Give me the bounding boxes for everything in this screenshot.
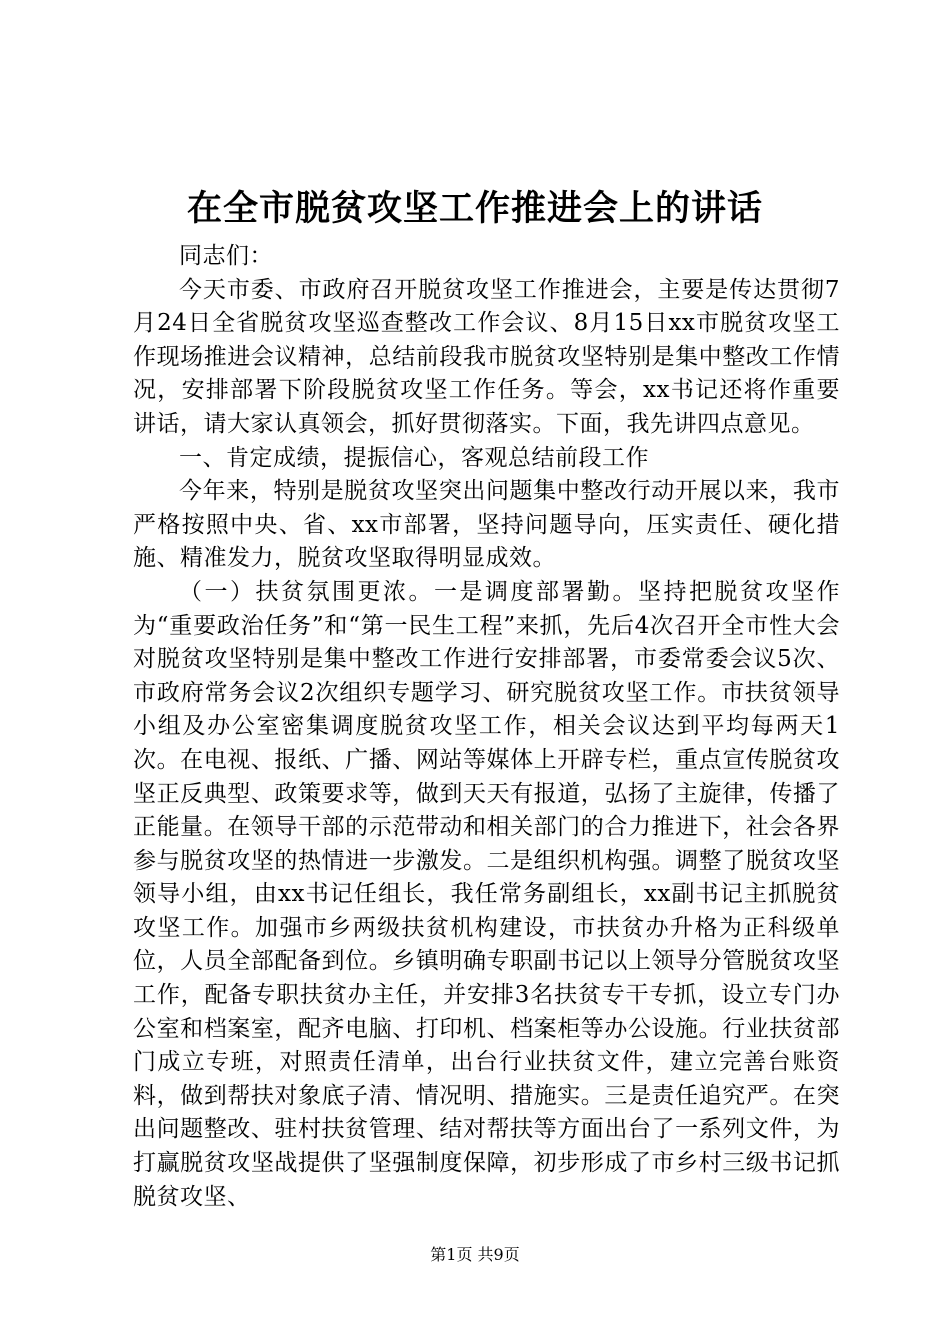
- body-paragraph: 今天市委、市政府召开脱贫攻坚工作推进会，主要是传达贯彻7月24日全省脱贫攻坚巡查整改工作会议、8月15日xx市脱贫攻坚工作现场推进会议精神，总结前段我市脱贫攻坚特别是集中整改工作情况，安排部署下阶段脱贫攻坚工作任务。等会，xx书记还将作重要讲话，请大家认真领会，抓好贯彻落实。下面，我先讲四点意见。: [133, 276, 840, 437]
- document-body: [133, 240, 840, 1214]
- body-paragraph: 今年来，特别是脱贫攻坚突出问题集中整改行动开展以来，我市严格按照中央、省、xx市部署，坚持问题导向，压实责任、硬化措施、精准发力，脱贫攻坚取得明显成效。: [133, 478, 840, 572]
- section-heading: 一、肯定成绩，提振信心，客观总结前段工作: [179, 444, 649, 471]
- page-footer: 第1页 共9页: [430, 1245, 520, 1264]
- document-title: 在全市脱贫攻坚工作推进会上的讲话: [186, 188, 763, 229]
- salutation: 同志们：: [179, 243, 273, 269]
- body-paragraph: （一）扶贫氛围更浓。一是调度部署勤。坚持把脱贫攻坚作为“重要政治任务”和“第一民生工程”来抓，先后4次召开全市性大会对脱贫攻坚特别是集中整改工作进行安排部署，市委常委会议5次、市政府常务会议2次组织专题学习、研究脱贫攻坚工作。市扶贫领导小组及办公室密集调度脱贫攻坚工作，相关会议达到平均每两天1次。在电视、报纸、广播、网站等媒体上开辟专栏，重点宣传脱贫攻坚正反典型、政策要求等，做到天天有报道，弘扬了主旋律，传播了正能量。在领导干部的示范带动和相关部门的合力推进下，社会各界参与脱贫攻坚的热情进一步激发。二是组织机构强。调整了脱贫攻坚领导小组，由xx书记任组长，我任常务副组长，xx副书记主抓脱贫攻坚工作。加强市乡两级扶贫机构建设，市扶贫办升格为正科级单位，人员全部配备到位。乡镇明确专职副书记以上领导分管脱贫攻坚工作，配备专职扶贫办主任，并安排3名扶贫专干专抓，设立专门办公室和档案室，配齐电脑、打印机、档案柜等办公设施。行业扶贫部门成立专班，对照责任清单，出台行业扶贫文件，建立完善台账资料，做到帮扶对象底子清、情况明、措施实。三是责任追究严。在突出问题整改、驻村扶贫管理、结对帮扶等方面出台了一系列文件，为打赢脱贫攻坚战提供了坚强制度保障，初步形成了市乡村三级书记抓脱贫攻坚、: [133, 578, 840, 1210]
